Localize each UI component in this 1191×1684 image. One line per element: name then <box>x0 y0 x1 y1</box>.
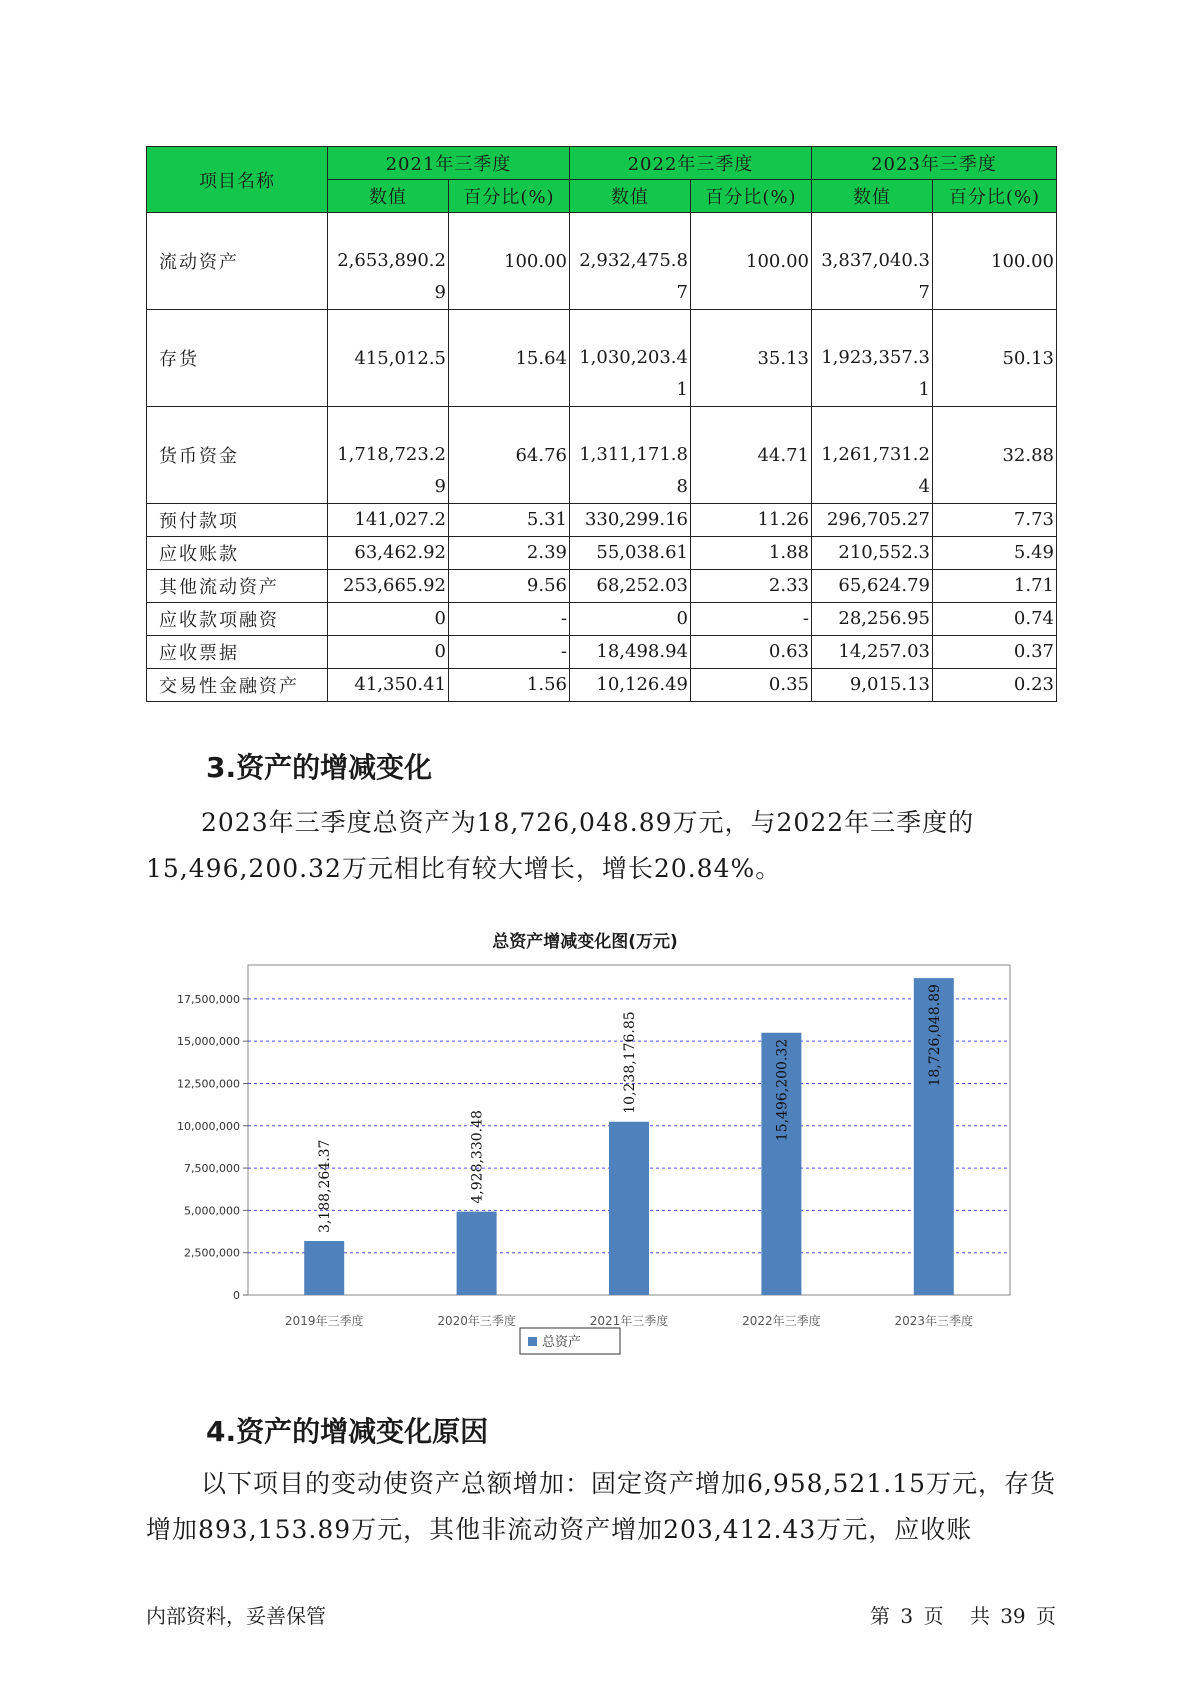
cell-value: 1,030,203.41 <box>570 310 691 407</box>
cell-pct: 32.88 <box>933 407 1057 504</box>
cell-pct: 0.63 <box>691 636 812 669</box>
subheader-value: 数值 <box>570 180 691 213</box>
cell-pct: 1.71 <box>933 570 1057 603</box>
row-name: 应收款项融资 <box>147 603 328 636</box>
cell-pct: 44.71 <box>691 407 812 504</box>
cell-pct: - <box>691 603 812 636</box>
footer-confidential-note: 内部资料，妥善保管 <box>146 1604 326 1628</box>
page-prefix: 第 <box>870 1604 891 1628</box>
cell-value: 1,718,723.29 <box>328 407 449 504</box>
page-number: 3 <box>900 1604 914 1628</box>
y-tick-label: 0 <box>233 1289 240 1302</box>
bar-data-label: 4,928,330.48 <box>469 1110 486 1204</box>
bar-data-label: 18,726,048.89 <box>926 984 943 1087</box>
cell-value: 2,932,475.87 <box>570 213 691 310</box>
cell-pct: 64.76 <box>449 407 570 504</box>
header-year-2023: 2023年三季度 <box>812 147 1057 180</box>
row-name: 存货 <box>147 310 328 407</box>
subheader-pct: 百分比(%) <box>449 180 570 213</box>
section4-heading: 4.资产的增减变化原因 <box>206 1415 489 1448</box>
cell-pct: 5.49 <box>933 537 1057 570</box>
section3-paragraph: 2023年三季度总资产为18,726,048.89万元，与2022年三季度的15,496,200.32万元相比有较大增长，增长20.84%。 <box>146 808 975 883</box>
row-name: 货币资金 <box>147 407 328 504</box>
cell-value: 10,126.49 <box>570 669 691 702</box>
row-name: 预付款项 <box>147 504 328 537</box>
table-row <box>147 636 1057 669</box>
cell-value: 0 <box>328 636 449 669</box>
row-name: 交易性金融资产 <box>147 669 328 702</box>
x-tick-label: 2022年三季度 <box>742 1314 821 1328</box>
bar <box>304 1241 344 1295</box>
total-prefix: 共 <box>969 1604 990 1628</box>
cell-value: 253,665.92 <box>328 570 449 603</box>
cell-value: 41,350.41 <box>328 669 449 702</box>
cell-value: 141,027.2 <box>328 504 449 537</box>
table-row <box>147 669 1057 702</box>
cell-value: 9,015.13 <box>812 669 933 702</box>
cell-pct: 2.39 <box>449 537 570 570</box>
subheader-pct: 百分比(%) <box>691 180 812 213</box>
cell-pct: 7.73 <box>933 504 1057 537</box>
table-row <box>147 603 1057 636</box>
cell-value: 0 <box>328 603 449 636</box>
cell-pct: 5.31 <box>449 504 570 537</box>
cell-value: 2,653,890.29 <box>328 213 449 310</box>
header-item-name: 项目名称 <box>147 147 328 213</box>
cell-pct: 9.56 <box>449 570 570 603</box>
cell-pct: - <box>449 636 570 669</box>
subheader-value: 数值 <box>328 180 449 213</box>
cell-pct: 100.00 <box>449 213 570 310</box>
cell-value: 55,038.61 <box>570 537 691 570</box>
cell-pct: 35.13 <box>691 310 812 407</box>
footer-page-indicator <box>866 1600 1056 1629</box>
legend-swatch <box>528 1337 537 1346</box>
asset-table <box>146 146 1057 702</box>
cell-pct: 1.88 <box>691 537 812 570</box>
cell-pct: 0.74 <box>933 603 1057 636</box>
y-tick-label: 5,000,000 <box>184 1204 240 1218</box>
cell-pct: 50.13 <box>933 310 1057 407</box>
row-name: 应收账款 <box>147 537 328 570</box>
page-footer <box>146 1600 1056 1629</box>
cell-pct: - <box>449 603 570 636</box>
total-unit: 页 <box>1036 1604 1056 1628</box>
table-row <box>147 537 1057 570</box>
x-tick-label: 2020年三季度 <box>437 1314 516 1328</box>
cell-value: 14,257.03 <box>812 636 933 669</box>
table-row <box>147 407 1057 504</box>
total-pages: 39 <box>1000 1604 1026 1628</box>
cell-value: 63,462.92 <box>328 537 449 570</box>
cell-value: 0 <box>570 603 691 636</box>
section3-heading: 3.资产的增减变化 <box>206 751 433 784</box>
chart-canvas <box>150 915 1020 1375</box>
header-year-2021: 2021年三季度 <box>328 147 570 180</box>
table-row <box>147 213 1057 310</box>
cell-pct: 11.26 <box>691 504 812 537</box>
bar-data-label: 15,496,200.32 <box>774 1038 791 1142</box>
row-name: 其他流动资产 <box>147 570 328 603</box>
cell-value: 330,299.16 <box>570 504 691 537</box>
y-tick-label: 2,500,000 <box>184 1246 240 1260</box>
cell-pct: 100.00 <box>691 213 812 310</box>
x-tick-label: 2023年三季度 <box>894 1314 974 1328</box>
cell-pct: 1.56 <box>449 669 570 702</box>
cell-value: 65,624.79 <box>812 570 933 603</box>
y-tick-label: 12,500,000 <box>177 1077 240 1091</box>
cell-value: 18,498.94 <box>570 636 691 669</box>
cell-value: 3,837,040.37 <box>812 213 933 310</box>
y-tick-label: 17,500,000 <box>177 992 240 1006</box>
header-year-2022: 2022年三季度 <box>570 147 812 180</box>
bar <box>609 1122 649 1295</box>
legend-label: 总资产 <box>542 1335 582 1350</box>
total-assets-chart <box>150 915 1020 1375</box>
subheader-value: 数值 <box>812 180 933 213</box>
x-tick-label: 2019年三季度 <box>284 1314 364 1328</box>
x-tick-label: 2021年三季度 <box>589 1314 669 1328</box>
cell-value: 210,552.3 <box>812 537 933 570</box>
cell-value: 296,705.27 <box>812 504 933 537</box>
cell-pct: 0.23 <box>933 669 1057 702</box>
table-row <box>147 310 1057 407</box>
page-unit: 页 <box>923 1604 944 1628</box>
cell-value: 415,012.5 <box>328 310 449 407</box>
chart-title: 总资产增减变化图(万元) <box>492 932 678 952</box>
row-name: 应收票据 <box>147 636 328 669</box>
cell-value: 1,311,171.88 <box>570 407 691 504</box>
subheader-pct: 百分比(%) <box>933 180 1057 213</box>
cell-value: 1,923,357.31 <box>812 310 933 407</box>
bar-data-label: 3,188,264.37 <box>317 1139 334 1234</box>
cell-value: 1,261,731.24 <box>812 407 933 504</box>
y-tick-label: 15,000,000 <box>177 1035 240 1049</box>
bar-data-label: 10,238,176.85 <box>622 1011 638 1114</box>
row-name: 流动资产 <box>147 213 328 310</box>
y-tick-label: 10,000,000 <box>177 1119 240 1133</box>
cell-value: 68,252.03 <box>570 570 691 603</box>
y-tick-label: 7,500,000 <box>184 1162 240 1176</box>
cell-pct: 100.00 <box>933 213 1057 310</box>
cell-pct: 0.37 <box>933 636 1057 669</box>
cell-value: 28,256.95 <box>812 603 933 636</box>
cell-pct: 0.35 <box>691 669 812 702</box>
section4-paragraph: 以下项目的变动使资产总额增加：固定资产增加6,958,521.15万元，存货增加893,153.89万元，其他非流动资产增加203,412.43万元，应收账 <box>146 1469 1056 1544</box>
cell-pct: 2.33 <box>691 570 812 603</box>
table-row <box>147 504 1057 537</box>
cell-pct: 15.64 <box>449 310 570 407</box>
bar <box>457 1212 497 1295</box>
table-row <box>147 570 1057 603</box>
